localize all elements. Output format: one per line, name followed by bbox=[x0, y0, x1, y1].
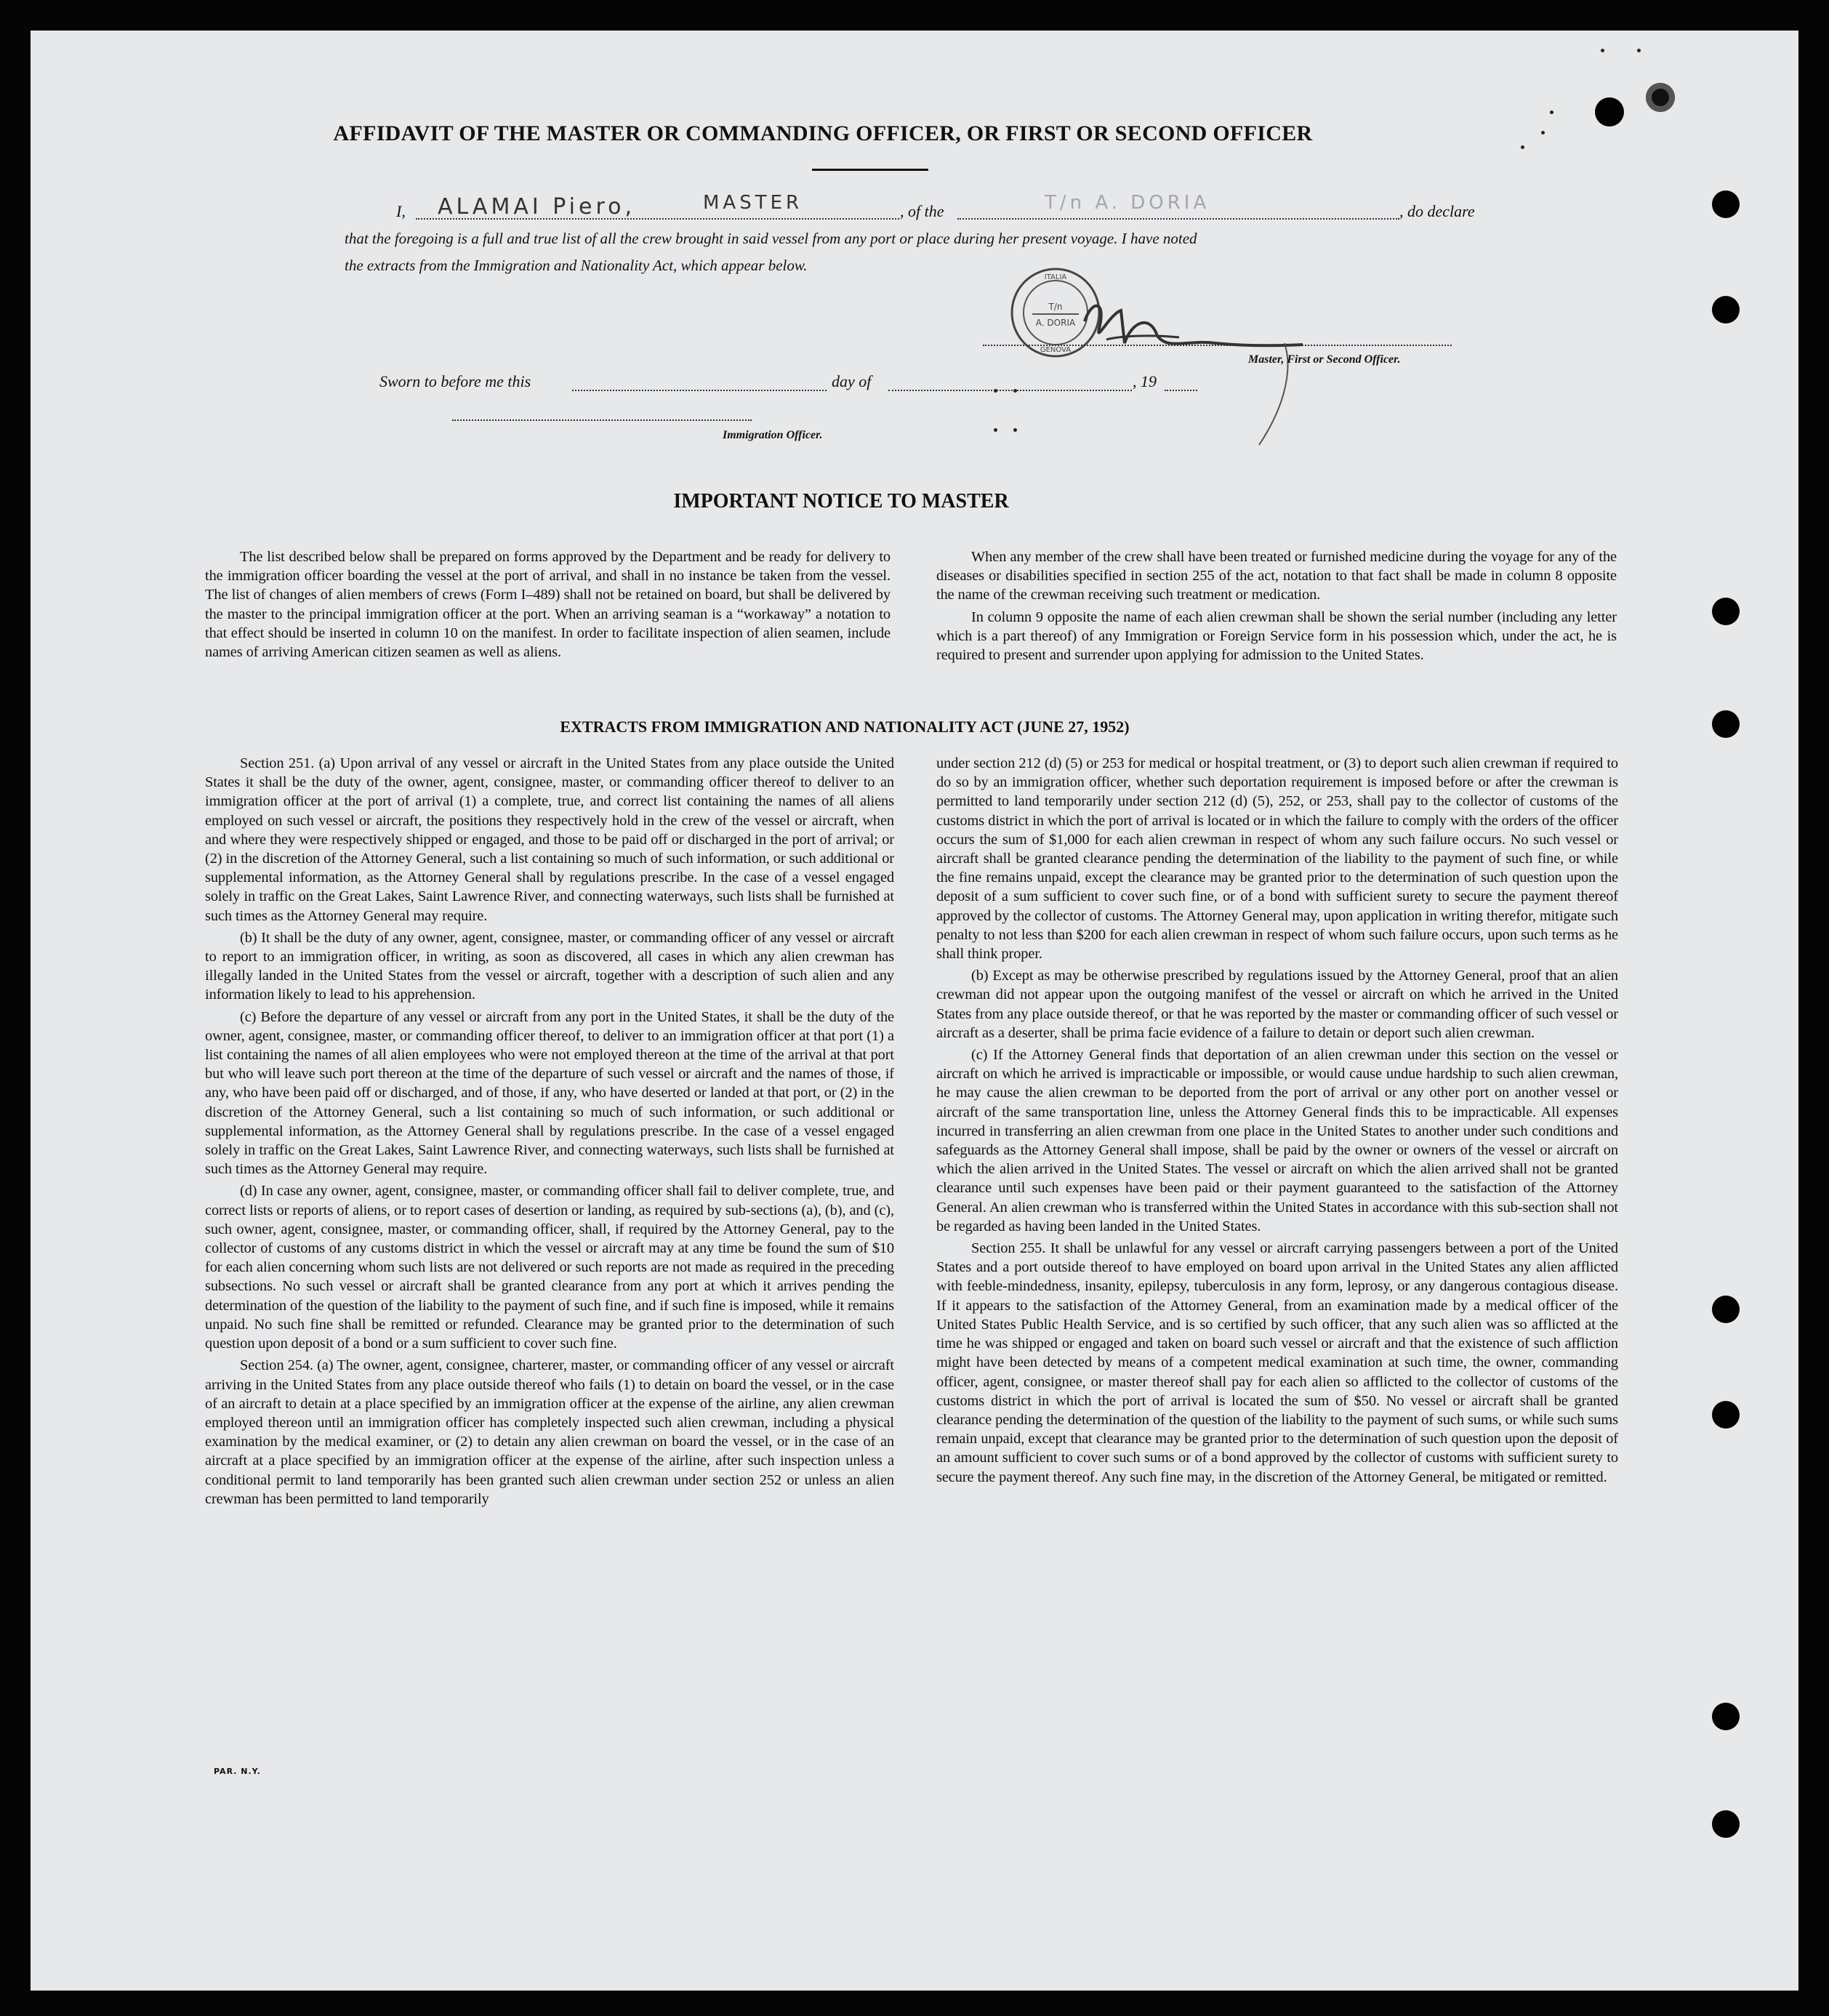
printer-mark: PAR. N.Y. bbox=[214, 1767, 261, 1776]
statute-paragraph: (c) Before the departure of any vessel or aircraft from any port in the United States, it shall be the duty of the owner, agent, consignee, master, or commanding officer thereof, to deliver to an immigration officer at that port (1) a list containing the names of all alien employees who were not employed thereon at the time of the arrival at that port but who will leave such port thereon at the time of the departure of such vessel or aircraft and the names of those, if any, who have been paid off or discharged, and of those, if any, who have deserted or landed at that port, or (2) in the discretion of the Attorney General, such a list containing so much of such information, or such additional or supplemental information, as the Attorney General shall by regulations prescribe. In the case of a vessel engaged solely in traffic on the Great Lakes, Saint Lawrence River, and connecting waterways, such lists shall be furnished at such times as the Attorney General may require. bbox=[205, 1008, 894, 1178]
vessel-name: T/n A. DORIA bbox=[1045, 192, 1210, 214]
binder-hole bbox=[1595, 97, 1624, 126]
speck bbox=[1013, 428, 1017, 432]
notice-right-column bbox=[936, 547, 1617, 667]
binder-hole bbox=[1646, 83, 1675, 112]
notice-title: IMPORTANT NOTICE TO MASTER bbox=[673, 490, 1009, 513]
sworn-month-field-line bbox=[888, 390, 1132, 391]
handwritten-name: ALAMAI Piero, bbox=[438, 194, 636, 220]
statute-paragraph: Section 255. It shall be unlawful for any vessel or aircraft carrying passengers between a port of the United States and a port outside thereof to have employed on board upon arrival in the United States any alien afflicted with feeble-mindedness, insanity, epilepsy, tuberculosis in any form, leprosy, or any dangerous contagious disease. If it appears to the satisfaction of the Attorney General, from an examination made by a medical officer of the United States Public Health Service, and is so certified by such officer, that any such alien was so afflicted at the time he was shipped or engaged and taken on board such vessel or aircraft and that the existence of such affliction might have been detected by means of a competent medical examination at such time, the owner, commanding officer, agent, consignee, or master thereof shall pay for each alien so afflicted to the collector of customs of the customs district in which the port of arrival is located the sum of $50. No vessel or aircraft shall be granted clearance pending the determination of the question of the liability to the payment of such sums, or while such sums remain unpaid, except that clearance may be granted prior to the determination of such question upon the deposit of an amount sufficient to cover such sums or of a bond approved by the collector of customs with sufficient surety to secure the payment thereof. Any such fine may, in the discretion of the Attorney General, be mitigated or remitted. bbox=[936, 1240, 1618, 1485]
form-title: AFFIDAVIT OF THE MASTER OR COMMANDING OFFICER, OR FIRST OR SECOND OFFICER bbox=[333, 121, 1313, 145]
declaration-of-the-label: , of the bbox=[900, 202, 944, 220]
speck bbox=[1601, 49, 1604, 52]
title-rule bbox=[812, 169, 928, 171]
svg-text:A. DORIA: A. DORIA bbox=[1035, 318, 1076, 328]
declaration-statement-line1: that the foregoing is a full and true list of all the crew brought in said vessel from any port or place during her present voyage. I have noted bbox=[345, 230, 1197, 247]
statute-paragraph: under section 212 (d) (5) or 253 for medical or hospital treatment, or (3) to deport such alien crewman if required to do so by an immigration officer, whether such deportation requirement is imposed before or after the crewman is permitted to land temporarily under section 212 (d) (5), 252, or 253, shall pay to the collector of customs of the customs district in which the port of arrival is located or in which the failure to comply with the orders of the officer occurs the sum of $1,000 for each alien crewman in respect of whom any such failure occurs. No such vessel or aircraft shall be granted clearance pending the determination of the liability to the payment of such fine, or while the fine remains unpaid, except the clearance may be granted prior to the determination of such question upon the deposit of a sum sufficient to cover such fine, or of a bond with sufficient surety to secure the payment thereof approved by the collector of customs. The Attorney General may, upon application in writing therefor, mitigate such penalty to not less than $200 for each alien crewman in respect of whom such failure occurs, upon such terms as he shall think proper. bbox=[936, 755, 1618, 963]
svg-text:GENOVA: GENOVA bbox=[1040, 346, 1072, 354]
extracts-left-column bbox=[205, 754, 894, 1511]
binder-hole bbox=[1712, 1703, 1740, 1730]
statute-paragraph: Section 254. (a) The owner, agent, consignee, charterer, master, or commanding officer of any vessel or aircraft arriving in the United States from any place outside thereof who fails (1) to detain on board the vessel, or in the case of an aircraft to detain at a place specified by an immigration officer at the expense of the airline, any alien crewman employed thereon until an immigration officer has completely inspected such alien crewman, including a physical examination by the medical examiner, or (2) to detain any alien crewman on board the vessel, or in the case of an aircraft at a place specified by an immigration officer at the expense of the airline, after such inspection unless a conditional permit to land temporarily has been granted such alien crewman under section 252 or unless an alien crewman has been permitted to land temporarily bbox=[205, 1357, 894, 1507]
svg-text:ITALIA: ITALIA bbox=[1044, 273, 1067, 281]
declaration-do-declare-label: , do declare bbox=[1399, 202, 1475, 220]
officer-caption: Immigration Officer. bbox=[723, 429, 823, 441]
notice-paragraph: In column 9 opposite the name of each alien crewman shall be shown the serial number (including any letter which is a part thereof) of any Immigration or Foreign Service form in his possession which, under the act, he is required to present and surrender upon applying for admission to the United States. bbox=[936, 609, 1617, 664]
statute-paragraph: (c) If the Attorney General finds that deportation of an alien crewman under this section on the vessel or aircraft on which he arrived is impracticable or impossible, or would cause undue hardship to such alien crewman, he may cause the alien crewman to be deported from the port of arrival or any other port on another vessel or aircraft of the same transportation line, unless the Attorney General finds this to be impracticable. All expenses incurred in transferring an alien crewman from one place in the United States to another under such conditions and safeguards as the Attorney General shall impose, shall be paid by the owner or owners of the vessel or aircraft on which the alien arrived in the United States. The vessel or aircraft on which the alien arrived shall not be granted clearance until such expenses have been paid or their payment guaranteed to the satisfaction of the Attorney General. An alien crewman who is transferred within the United States in accordance with this sub-section shall not be regarded as having been landed in the United States. bbox=[936, 1047, 1618, 1234]
vessel-field-line bbox=[957, 218, 1399, 220]
binder-hole bbox=[1712, 710, 1740, 738]
declaration-i-label: I, bbox=[396, 202, 406, 220]
sworn-label: Sworn to before me this bbox=[379, 372, 531, 390]
svg-text:T/n: T/n bbox=[1048, 302, 1063, 312]
extracts-right-column bbox=[936, 754, 1618, 1490]
year-prefix-label: , 19 bbox=[1133, 372, 1157, 390]
statute-paragraph: (d) In case any owner, agent, consignee, master, or commanding officer shall fail to deliver complete, true, and correct lists or reports of aliens, or to report cases of desertion or landing, as required by sub-sections (a), (b), and (c), such owner, agent, consignee, master, or commanding officer, shall, if required by the Attorney General, pay to the collector of customs of any customs district in which the vessel or aircraft may at any time be found the sum of $10 for each alien concerning whom such lists are not delivered or such reports are not made as required in the preceding subsections. No such vessel or aircraft shall be granted clearance from any port at which it arrives pending the determination of the question of the liability to the payment of such fine, and if such fine is imposed, while it remains unpaid. No such fine shall be remitted or refunded. Clearance may be granted prior to the determination of such question upon deposit of a bond or a sum sufficient to cover such fine. bbox=[205, 1183, 894, 1352]
binder-hole bbox=[1712, 190, 1740, 218]
binder-hole bbox=[1712, 1810, 1740, 1838]
notice-paragraph: When any member of the crew shall have been treated or furnished medicine during the voyage for any of the diseases or disabilities specified in section 255 of the act, notation to that fact shall be made in column 8 opposite the name of the crewman receiving such treatment or medication. bbox=[936, 549, 1617, 603]
handwritten-rank: MASTER bbox=[703, 192, 803, 214]
binder-hole bbox=[1712, 598, 1740, 625]
document-page bbox=[31, 31, 1798, 1991]
speck bbox=[994, 428, 997, 432]
binder-hole bbox=[1712, 1401, 1740, 1429]
statute-paragraph: Section 251. (a) Upon arrival of any vessel or aircraft in the United States from any place outside the United States it shall be the duty of the owner, agent, consignee, master, or commanding officer thereof to deliver to an immigration officer at the port of arrival (1) a complete, true, and correct list containing the names of all aliens employed on such vessel or aircraft, the positions they respectively hold in the crew of the vessel or aircraft, when and where they were respectively shipped or engaged, and those to be paid off or discharged in the port of arrival; or (2) in the discretion of the Attorney General, such a list containing so much of such information, or such additional or supplemental information, as the Attorney General shall by regulations prescribe. In the case of a vessel engaged solely in traffic on the Great Lakes, Saint Lawrence River, and connecting waterways, such lists shall be furnished at such times as the Attorney General may require. bbox=[205, 755, 894, 924]
officer-signature-line bbox=[452, 419, 752, 421]
extracts-title: EXTRACTS FROM IMMIGRATION AND NATIONALITY ACT (JUNE 27, 1952) bbox=[560, 718, 1130, 736]
speck bbox=[1521, 145, 1524, 149]
speck bbox=[1550, 111, 1553, 114]
binder-hole bbox=[1712, 296, 1740, 324]
sworn-day-field-line bbox=[572, 390, 827, 391]
day-of-label: day of bbox=[832, 372, 872, 390]
signature-caption: Master, First or Second Officer. bbox=[1248, 353, 1401, 366]
statute-paragraph: (b) It shall be the duty of any owner, agent, consignee, master, or commanding officer of any vessel or aircraft to report to an immigration officer, in writing, as soon as discovered, all cases in which any alien crewman has illegally landed in the United States from the vessel or aircraft, together with a description of such alien and any information likely to lead to his apprehension. bbox=[205, 929, 894, 1003]
binder-hole bbox=[1712, 1296, 1740, 1323]
notice-left-column bbox=[205, 547, 891, 664]
speck bbox=[1637, 49, 1641, 52]
declaration-statement-line2: the extracts from the Immigration and Nationality Act, which appear below. bbox=[345, 257, 808, 274]
statute-paragraph: (b) Except as may be otherwise prescribed by regulations issued by the Attorney General, proof that an alien crewman did not appear upon the outgoing manifest of the vessel or aircraft on which he arrived in the United States from any place outside thereof, or that he was reported by the master or commanding officer of such vessel or aircraft as a deserter, shall be prima facie evidence of a failure to detain or deport such alien crewman. bbox=[936, 968, 1618, 1041]
notice-paragraph: The list described below shall be prepared on forms approved by the Department and be ready for delivery to the immigration officer boarding the vessel at the port of arrival, and shall in no instance be taken from the vessel. The list of changes of alien members of crews (Form I–489) shall not be retained on board, but shall be delivered by the master to the principal immigration officer at the port. When an arriving seaman is a “workaway” a notation to that effect should be inserted in column 10 on the manifest. In order to facilitate inspection of alien seamen, include names of arriving American citizen seamen as well as aliens. bbox=[205, 549, 891, 661]
speck bbox=[1541, 131, 1545, 134]
signature-field-line bbox=[983, 345, 1452, 346]
sworn-year-field-line bbox=[1165, 390, 1197, 391]
